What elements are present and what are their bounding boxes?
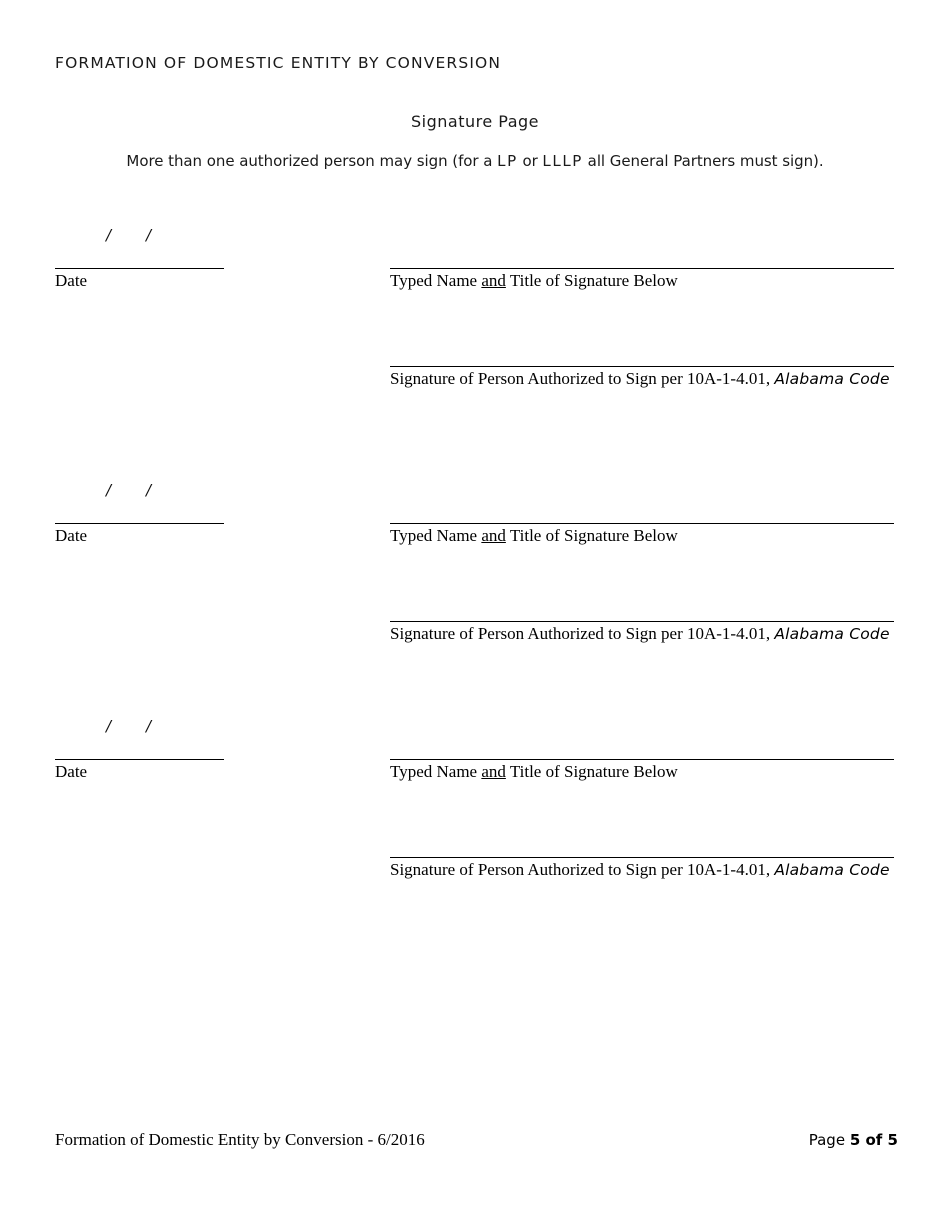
signature-caption xyxy=(390,369,890,389)
alabama-code-citation: Alabama Code xyxy=(774,625,890,643)
signature-caption-text: Signature of Person Authorized to Sign per 10A-1-4.01, xyxy=(390,860,771,879)
typed-name-caption xyxy=(390,271,678,291)
signature-line[interactable] xyxy=(390,857,894,858)
signature-line[interactable] xyxy=(390,621,894,622)
date-slash-second: / xyxy=(146,226,152,244)
instructions-part-middle: or xyxy=(517,152,543,170)
typed-name-caption-after: Title of Signature Below xyxy=(505,526,678,545)
typed-name-line[interactable] xyxy=(390,268,894,269)
date-signature-line[interactable] xyxy=(55,268,224,269)
page-word-label: Page xyxy=(808,1131,846,1149)
signature-line[interactable] xyxy=(390,366,894,367)
typed-name-caption-before: Typed Name xyxy=(390,271,482,290)
instructions-part-before: More than one authorized person may sign (for a xyxy=(126,152,498,170)
typed-name-caption-before: Typed Name xyxy=(390,526,482,545)
date-signature-line[interactable] xyxy=(55,523,224,524)
entity-type-lllp: LLLP xyxy=(542,152,583,170)
date-slash-marks xyxy=(55,481,225,503)
instructions-part-after: all General Partners must sign). xyxy=(582,152,824,170)
footer-form-name: Formation of Domestic Entity by Conversion - 6/2016 xyxy=(55,1130,425,1149)
signature-block xyxy=(0,717,950,933)
date-slash-marks xyxy=(55,226,225,248)
alabama-code-citation: Alabama Code xyxy=(774,370,890,388)
signature-caption-text: Signature of Person Authorized to Sign per 10A-1-4.01, xyxy=(390,369,771,388)
signature-instructions xyxy=(0,152,950,170)
page-number-value: 5 of 5 xyxy=(849,1131,898,1149)
typed-name-caption xyxy=(390,762,678,782)
typed-name-caption-after: Title of Signature Below xyxy=(505,762,678,781)
typed-name-caption-emphasis: and xyxy=(481,271,506,290)
date-slash-first: / xyxy=(106,481,112,499)
footer-page-number xyxy=(600,1131,898,1149)
date-slash-first: / xyxy=(106,226,112,244)
date-slash-second: / xyxy=(146,717,152,735)
typed-name-caption xyxy=(390,526,678,546)
date-label: Date xyxy=(55,271,88,290)
date-signature-line[interactable] xyxy=(55,759,224,760)
signature-caption xyxy=(390,624,890,644)
entity-type-lp: LP xyxy=(497,152,518,170)
date-slash-first: / xyxy=(106,717,112,735)
typed-name-caption-emphasis: and xyxy=(481,762,506,781)
alabama-code-citation: Alabama Code xyxy=(774,861,890,879)
signature-block xyxy=(0,481,950,697)
signature-block xyxy=(0,226,950,442)
document-header-title: FORMATION OF DOMESTIC ENTITY BY CONVERSION xyxy=(55,54,502,72)
signature-caption-text: Signature of Person Authorized to Sign per 10A-1-4.01, xyxy=(390,624,771,643)
date-slash-marks xyxy=(55,717,225,739)
date-label: Date xyxy=(55,526,88,545)
typed-name-caption-before: Typed Name xyxy=(390,762,482,781)
date-label: Date xyxy=(55,762,88,781)
typed-name-caption-emphasis: and xyxy=(481,526,506,545)
date-slash-second: / xyxy=(146,481,152,499)
typed-name-caption-after: Title of Signature Below xyxy=(505,271,678,290)
page-title: Signature Page xyxy=(410,112,539,131)
signature-caption xyxy=(390,860,890,880)
typed-name-line[interactable] xyxy=(390,759,894,760)
typed-name-line[interactable] xyxy=(390,523,894,524)
